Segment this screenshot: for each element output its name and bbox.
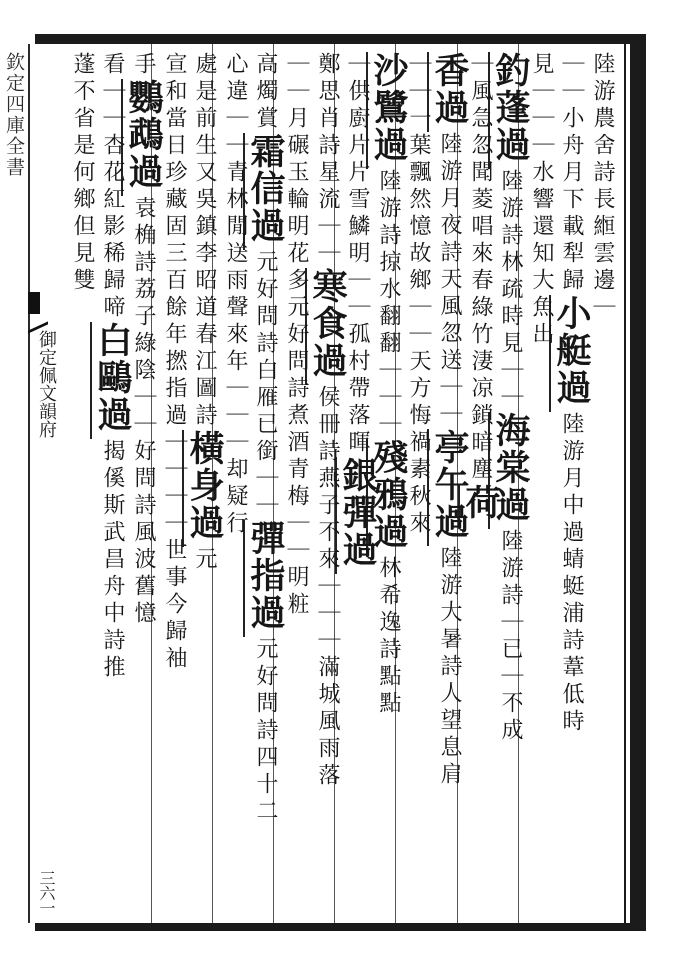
entry-heading: 香過 (427, 52, 470, 132)
entry-text: ｜風急忽聞菱唱來 (468, 52, 493, 268)
entry-heading: 彈指過 (243, 520, 286, 637)
entry-text: 陸游詩掠水翻翻｜｜｜ (376, 169, 401, 439)
entry-text: 處是前生又吳鎮李昭道春江圖詩 (192, 52, 217, 430)
spine-collection-title: 欽定四庫全書 (3, 52, 25, 178)
fishtail-mark (28, 292, 40, 314)
frame-right-border (630, 34, 646, 931)
entry-text: 心違 (223, 52, 248, 106)
entry-text: 陸游月中過蜻蜓浦詩葦低時 (559, 412, 584, 736)
entry-text: 見｜｜｜水響還知大魚出 (529, 52, 554, 349)
entry-text: 高燭賞 (253, 52, 278, 133)
entry-heading: 荷 (458, 484, 501, 527)
entry-text: 手 (131, 52, 156, 79)
entry-text: 元好問詩白雁已銜｜｜ (253, 250, 278, 520)
entry-text: 元好問詩四十二 (253, 637, 278, 826)
entry-text: 陸游詩林疏時見｜｜ (498, 169, 523, 412)
entry-text: 却疑行 (223, 457, 248, 538)
entry-text: ｜｜孤村帶落暉 (345, 268, 370, 457)
entry-text: ｜｜一葉飄然憶故鄉 (406, 52, 431, 295)
entry-heading: 釣蓬過 (488, 52, 531, 169)
frame-bottom-border (35, 923, 646, 931)
entry-text: 滿城風雨落 (315, 655, 340, 790)
entry-text: 袁桷詩荔子綠陰｜｜ (131, 196, 156, 439)
entry-text: 林希逸詩點點 (376, 556, 401, 718)
entry-text: 年｜｜｜ (223, 349, 248, 457)
entry-text: ｜｜杏花紅影稀歸啼 (100, 79, 125, 322)
entry-text: ｜ (590, 295, 615, 322)
spine-rule (28, 44, 30, 923)
entry-heading: 小艇過 (549, 295, 592, 412)
entry-text: 揭傒斯武昌舟中詩推 (100, 439, 125, 682)
entry-heading: 鸚鵡過 (121, 79, 164, 196)
entry-text: 鄭思肖詩星流｜｜ (315, 52, 340, 268)
entry-text: ｜｜天方悔禍素秋來 (406, 295, 431, 538)
entry-text: ｜｜小舟月下載犁歸 (559, 52, 584, 295)
entry-heading: 沙鷺過 (366, 52, 409, 169)
entry-heading: 橫身過 (182, 430, 225, 547)
entry-text: 好問詩風波舊憶 (131, 439, 156, 628)
entry-text: 明粧 (284, 565, 309, 619)
entry-text: ｜｜月碾玉輪明 (284, 52, 309, 241)
entry-text: 看 (100, 52, 125, 79)
entry-heading: 殘鴉過 (366, 439, 409, 556)
page-number: 三六一 (37, 870, 56, 915)
entry-heading: 霜信過 (243, 133, 286, 250)
frame-inner-rule (624, 44, 626, 923)
entry-text: 陸游大暑詩人望息肩 (437, 546, 462, 789)
entry-text: 春綠竹淒凉鎖暗塵 (468, 268, 493, 484)
entry-text: 花多元好問詩煮酒青梅｜｜ (284, 241, 309, 565)
entry-text: 宣和當日珍藏固三百餘年撚指過 (162, 52, 187, 430)
entry-text: 元 (192, 547, 217, 574)
entry-text: ｜供廚片片雪鱗明 (345, 52, 370, 268)
text-column (62, 52, 102, 920)
entry-text: 陸游農舍詩長縆雲邊 (590, 52, 615, 295)
entry-heading: 亭午過 (427, 429, 470, 546)
entry-text: 陸游詩｜已｜不成 (498, 529, 523, 745)
entry-text: ｜｜青林閒送雨聲來 (223, 106, 248, 349)
entry-heading: 白鷗過 (90, 322, 133, 439)
entry-text: 陸游月夜詩天風忽送｜｜ (437, 132, 462, 429)
spine-book-title: 御定佩文韻府 (36, 330, 57, 438)
entry-text: 蓬不省是何鄉但見雙 (70, 52, 95, 295)
entry-heading: 銀彈過 (335, 457, 378, 574)
entry-text: ｜｜｜｜世事今歸袖 (162, 430, 187, 673)
entry-text: 侯冊詩燕子不來｜｜｜ (315, 385, 340, 655)
frame-top-border (35, 34, 646, 44)
entry-heading: 寒食過 (305, 268, 348, 385)
entry-heading: 海棠過 (488, 412, 531, 529)
